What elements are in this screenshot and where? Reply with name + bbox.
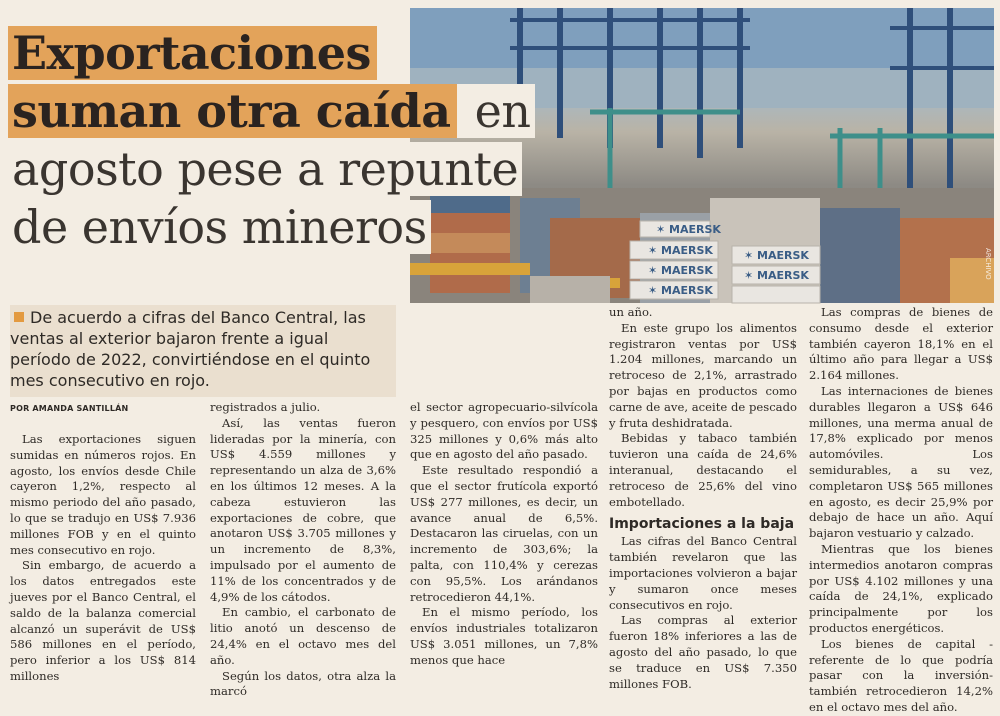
paragraph: Así, las ventas fueron lideradas por la minería, con US$ 4.559 millones y representando un alza de 3,6% en los últimos 12 meses. A la cabeza estuvieron las exportaciones de cobre, que anotaron US$ 3.705 millones y un incremento de 8,3%, impulsado por el aumento de 11% de los concentrados y de 4,9% de los cátodos. [210,415,396,604]
headline-bold-line-2: suman otra caída [8,84,457,138]
paragraph: Las cifras del Banco Central también revelaron que las importaciones volvieron a bajar y sumaron once meses consecutivos en rojo. [609,534,797,612]
paragraph: Bebidas y tabaco también tuvieron una caída de 24,6% interanual, destacando el retroceso de 25,6% del vino embotellado. [609,431,797,509]
paragraph: En el mismo período, los envíos industriales totalizaron US$ 3.051 millones, un 7,8% menos que hace [410,605,598,667]
maersk-label: ✶ MAERSK [744,249,809,262]
headline-light-line-3: agosto pese a repunte [8,142,522,196]
headline-light-line-4: de envíos mineros [8,200,431,254]
paragraph: Según los datos, otra alza la marcó [210,668,396,699]
paragraph: Las exportaciones siguen sumidas en números rojos. En agosto, los envíos desde Chile cayeron 1,2%, respecto al mismo periodo del año pasado, lo que se tradujo en US$ 7.936 millones FOB y en el quinto mes consecutivo en rojo. [10,432,196,557]
lead-text: De acuerdo a cifras del Banco Central, las ventas al exterior bajaron frente a igual período de 2022, convirtiéndose en el quinto mes consecutivo en rojo. [10,308,371,390]
bullet-square-icon [14,312,24,322]
paragraph: Mientras que los bienes intermedios anotaron compras por US$ 4.102 millones y una caída de 24,1%, explicado principalmente por los productos energéticos. [809,541,993,635]
paragraph: registrados a julio. [210,400,321,414]
article-column-5 [809,305,993,716]
maersk-label: ✶ MAERSK [744,269,809,282]
photo-credit: ARCHIVO [984,248,992,280]
paragraph: Sin embargo, de acuerdo a los datos entregados este jueves por el Banco Central, el saldo de la balanza comercial alcanzó un superávit de US$ 586 millones en el período, pero inferior a los US$ 814 millones [10,558,196,683]
paragraph: Las compras al exterior fueron 18% inferiores a las de agosto del año pasado, lo que se traduce en US$ 7.350 millones FOB. [609,613,797,691]
maersk-label: ✶ MAERSK [656,223,721,236]
article-column-3 [410,400,598,669]
maersk-label: ✶ MAERSK [648,264,713,277]
maersk-label: ✶ MAERSK [648,244,713,257]
paragraph: En cambio, el carbonato de litio anotó un descenso de 24,4% en el octavo mes del año. [210,605,396,667]
article-column-1 [10,432,196,685]
subheading: Importaciones a la baja [609,516,795,533]
paragraph: Los bienes de capital -referente de lo que podría pasar con la inversión- también retrocedieron 14,2% en el octavo mes del año. [809,636,993,714]
lead-paragraph [10,305,396,397]
headline [8,24,531,256]
paragraph: un año. [609,305,653,319]
paragraph: Este resultado respondió a que el sector frutícola exportó US$ 277 millones, es decir, un avance anual de 6,5%. Destacaron las ciruelas, con un incremento de 303,6%; la palta, con 110,4% y cerezas con 95,5%. Los arándanos retrocedieron 44,1%. [410,463,598,604]
paragraph: el sector agropecuario-silvícola y pesquero, con envíos por US$ 325 millones y 0,6% más alto que en agosto del año pasado. [410,400,598,462]
paragraph: En este grupo los alimentos registraron ventas por US$ 1.204 millones, marcando un retroceso de 2,1%, arrastrado por bajas en productos como carne de ave, aceite de pescado y fruta deshidratada. [609,320,797,430]
paragraph: Las compras de bienes de consumo desde el exterior también cayeron 18,1% en el último año para llegar a US$ 2.164 millones. [809,305,993,383]
paragraph: Las internaciones de bienes durables llegaron a US$ 646 millones, una merma anual de 17,8% explicado por menos automóviles. Los semidurables, a su vez, completaron US$ 565 millones en agosto, es decir 25,9% por debajo de hace un año. Aquí bajaron vestuario y calzado. [809,383,993,541]
article-column-4 [609,305,797,692]
headline-light-connector: en [457,84,535,138]
headline-bold-line-1: Exportaciones [8,26,377,80]
maersk-label: ✶ MAERSK [648,284,713,297]
article-column-2 [210,400,396,700]
byline: POR AMANDA SANTILLÁN [10,404,129,413]
